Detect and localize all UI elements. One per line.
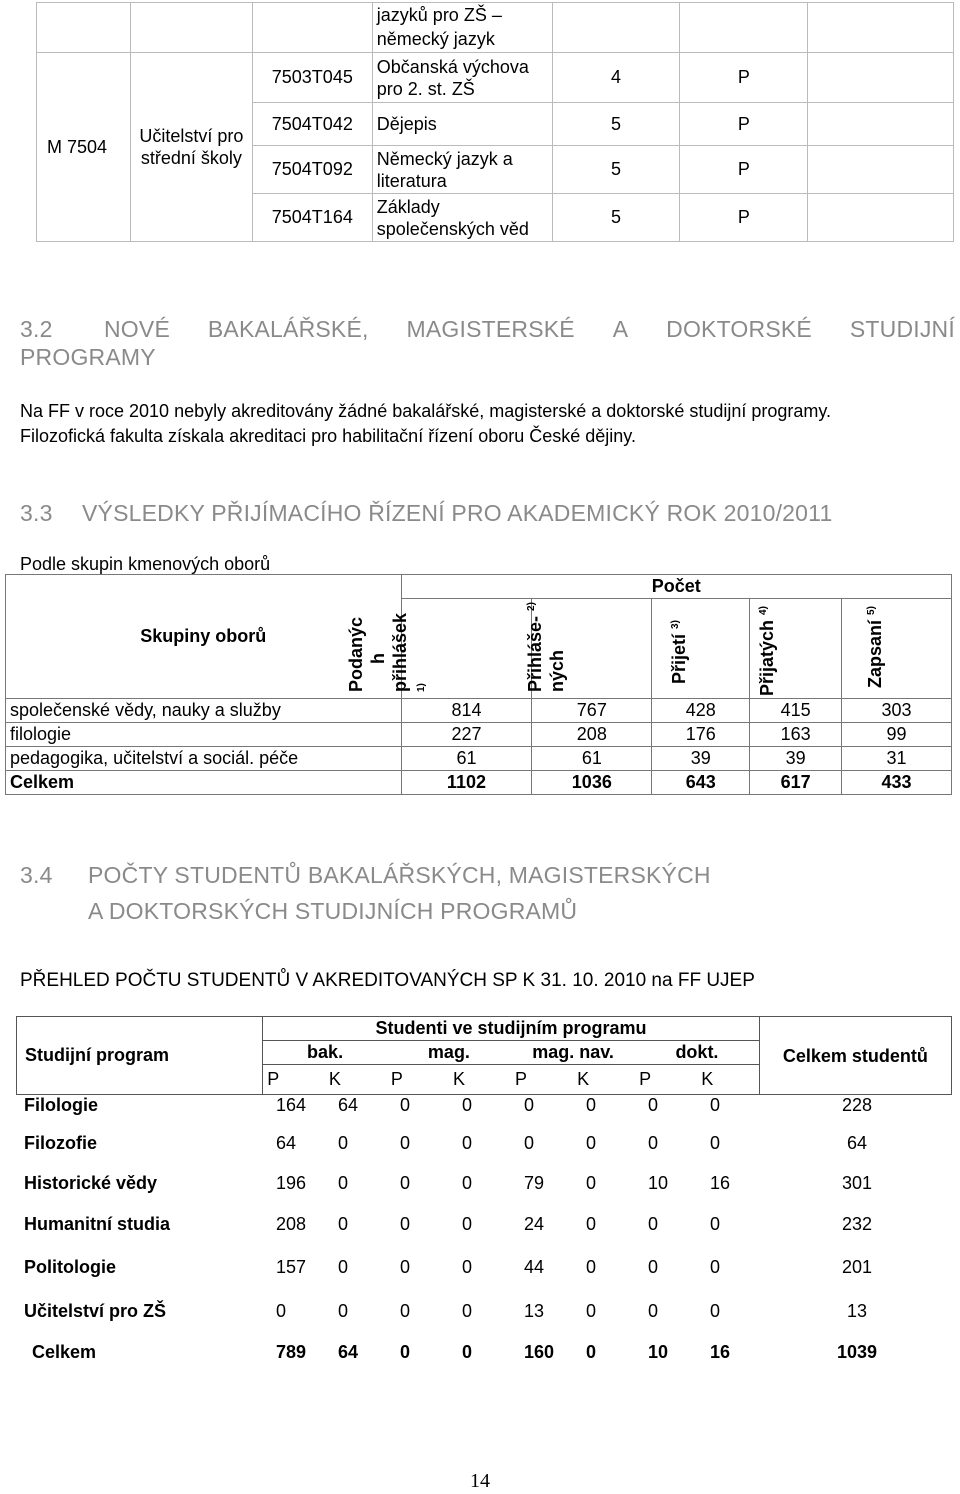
col-header-submitted: Podanýc h přihlášek $^{1)}$ [401, 599, 532, 699]
level-mag: mag. [387, 1041, 511, 1065]
cell-value: 0 [586, 1342, 597, 1362]
row-total: 228 [841, 1095, 873, 1115]
cell-value: 79 [524, 1173, 545, 1193]
cell-value: 0 [276, 1301, 287, 1321]
course-credits: 5 [552, 194, 680, 242]
table-row: pedagogika, učitelství a sociál. péče 61 61 39 39 31 [6, 747, 952, 771]
cell-value: 0 [338, 1214, 349, 1234]
course-name: Občanská výchova pro 2. st. ZŠ [372, 53, 552, 103]
row-total: 64 [846, 1133, 868, 1153]
course-name: Dějepis [372, 103, 552, 146]
cell-value: 0 [462, 1173, 473, 1193]
header-program: Studijní program [17, 1017, 263, 1095]
cell-value: 160 [524, 1342, 555, 1362]
admissions-table [5, 574, 952, 795]
section-heading: 3.3 VÝSLEDKY PŘIJÍMACÍHO ŘÍZENÍ PRO AKADEMICKÝ ROK 2010/2011 [20, 500, 833, 526]
cell-value: 789 [276, 1342, 307, 1362]
cell-value: 157 [276, 1257, 307, 1277]
cell-value: 0 [586, 1095, 597, 1115]
total-row [16, 1342, 952, 1368]
course-type: P [680, 53, 808, 103]
cell-value: 0 [400, 1095, 411, 1115]
cell-value: 0 [400, 1214, 411, 1234]
course-code: 7504T092 [252, 146, 372, 194]
cell-value: 0 [400, 1173, 411, 1193]
course-credits: 5 [552, 103, 680, 146]
table-row [16, 1095, 952, 1121]
course-name: Německý jazyk a literatura [372, 146, 552, 194]
cell-value: 0 [400, 1133, 411, 1153]
level-mag-nav: mag. nav. [511, 1041, 635, 1065]
page-number: 14 [470, 1470, 490, 1492]
table-row [16, 1133, 952, 1159]
cell-value: 0 [524, 1095, 535, 1115]
col-header-admitted: Přijatých $^{4)}$ [750, 599, 842, 699]
cell-value: 0 [400, 1342, 411, 1362]
course-name: jazyků pro ZŠ – německý jazyk [372, 3, 552, 53]
row-total: 1039 [836, 1342, 878, 1362]
table-row [16, 1214, 952, 1240]
cell-value: 0 [586, 1173, 597, 1193]
program-name: Politologie [24, 1257, 116, 1277]
table-row: filologie 227 208 176 163 99 [6, 723, 952, 747]
row-total: 13 [846, 1301, 868, 1321]
cell-value: 0 [462, 1214, 473, 1234]
program-name: Filozofie [24, 1133, 97, 1153]
program-name: Historické vědy [24, 1173, 158, 1193]
table-row: společenské vědy, nauky a služby 814 767 428 415 303 [6, 699, 952, 723]
program-name: Humanitní studia [24, 1214, 171, 1234]
level-dokt: dokt. [635, 1041, 759, 1065]
group-name: Učitelství pro střední školy [130, 53, 252, 242]
cell-value: 0 [710, 1257, 721, 1277]
cell-value: 0 [710, 1301, 721, 1321]
total-row: Celkem 1102 1036 643 617 433 [6, 771, 952, 795]
cell-value: 208 [276, 1214, 307, 1234]
course-code: 7504T164 [252, 194, 372, 242]
cell-value: 0 [710, 1214, 721, 1234]
cell-value: 0 [648, 1095, 659, 1115]
col-header-enrolled: Zapsaní $^{5)}$ [842, 599, 952, 699]
cell-value: 0 [586, 1214, 597, 1234]
cell-value: 0 [648, 1301, 659, 1321]
cell-value: 0 [648, 1257, 659, 1277]
header-total: Celkem studentů [759, 1017, 951, 1095]
cell-value: 0 [462, 1301, 473, 1321]
section-subtitle: PŘEHLED POČTU STUDENTŮ V AKREDITOVANÝCH SP K 31. 10. 2010 na FF UJEP [20, 970, 755, 991]
program-name: Učitelství pro ZŠ [24, 1301, 167, 1321]
row-total: 301 [841, 1173, 873, 1193]
forms-row: P K P K P K P K [17, 1065, 952, 1095]
cell-value: 0 [648, 1133, 659, 1153]
table-row [16, 1257, 952, 1283]
program-name: Celkem [32, 1342, 97, 1362]
table-row [16, 1301, 952, 1327]
cell-value: 16 [710, 1173, 731, 1193]
col-header-admission: Přijetí $^{3)}$ [652, 599, 750, 699]
section-heading: 3.2 NOVÉ BAKALÁŘSKÉ, MAGISTERSKÉ A DOKTORSKÉ STUDIJNÍ PROGRAMY [20, 316, 955, 370]
cell-value: 0 [586, 1301, 597, 1321]
cell-value: 16 [710, 1342, 731, 1362]
group-code: M 7504 [37, 53, 131, 242]
cell-value: 0 [648, 1214, 659, 1234]
level-bak: bak. [263, 1041, 387, 1065]
cell-value: 0 [338, 1301, 349, 1321]
header-groups: Skupiny oborů [6, 575, 402, 699]
header-count: Počet [401, 575, 951, 599]
cell-value: 0 [400, 1301, 411, 1321]
cell-value: 10 [648, 1173, 669, 1193]
cell-value: 0 [462, 1133, 473, 1153]
cell-value: 0 [586, 1257, 597, 1277]
course-type: P [680, 146, 808, 194]
cell-value: 0 [710, 1095, 721, 1115]
cell-value: 0 [462, 1095, 473, 1115]
cell-value: 64 [276, 1133, 297, 1153]
table-row [16, 1173, 952, 1199]
cell-value: 0 [400, 1257, 411, 1277]
course-type: P [680, 103, 808, 146]
cell-value: 164 [276, 1095, 307, 1115]
program-name: Filologie [24, 1095, 98, 1115]
course-code: 7503T045 [252, 53, 372, 103]
cell-value: 0 [462, 1257, 473, 1277]
section-heading: 3.4 POČTY STUDENTŮ BAKALÁŘSKÝCH, MAGISTERSKÝCH A DOKTORSKÝCH STUDIJNÍCH PROGRAMŮ [20, 862, 711, 924]
course-credits: 4 [552, 53, 680, 103]
cell-value: 196 [276, 1173, 307, 1193]
course-type: P [680, 194, 808, 242]
cell-value: 64 [338, 1095, 359, 1115]
cell-value: 10 [648, 1342, 669, 1362]
cell-value: 0 [338, 1133, 349, 1153]
students-table [16, 1016, 952, 1095]
row-total: 232 [841, 1214, 873, 1234]
cell-value: 0 [586, 1133, 597, 1153]
header-students: Studenti ve studijním programu [263, 1017, 760, 1041]
cell-value: 0 [462, 1342, 473, 1362]
row-total: 201 [841, 1257, 873, 1277]
cell-value: 64 [338, 1342, 359, 1362]
section-title-line1: NOVÉ BAKALÁŘSKÉ, MAGISTERSKÉ A DOKTORSKÉ STUDIJNÍ [104, 316, 955, 342]
cell-value: 0 [338, 1173, 349, 1193]
courses-table [36, 2, 954, 242]
course-name: Základy společenských věd [372, 194, 552, 242]
cell-value: 44 [524, 1257, 545, 1277]
cell-value: 13 [524, 1301, 545, 1321]
course-credits: 5 [552, 146, 680, 194]
cell-value: 0 [338, 1257, 349, 1277]
cell-value: 0 [710, 1133, 721, 1153]
cell-value: 24 [524, 1214, 545, 1234]
cell-value: 0 [524, 1133, 535, 1153]
course-code: 7504T042 [252, 103, 372, 146]
section-paragraph: Na FF v roce 2010 nebyly akreditovány žádné bakalářské, magisterské a doktorské studijní programy. Filozofická fakulta získala akreditaci pro habilitační řízení oboru České dějiny. [20, 401, 832, 446]
section-subtitle: Podle skupin kmenových oborů [20, 554, 271, 574]
col-header-registered: Přihláše- $^{2)}$ ných [532, 599, 652, 699]
